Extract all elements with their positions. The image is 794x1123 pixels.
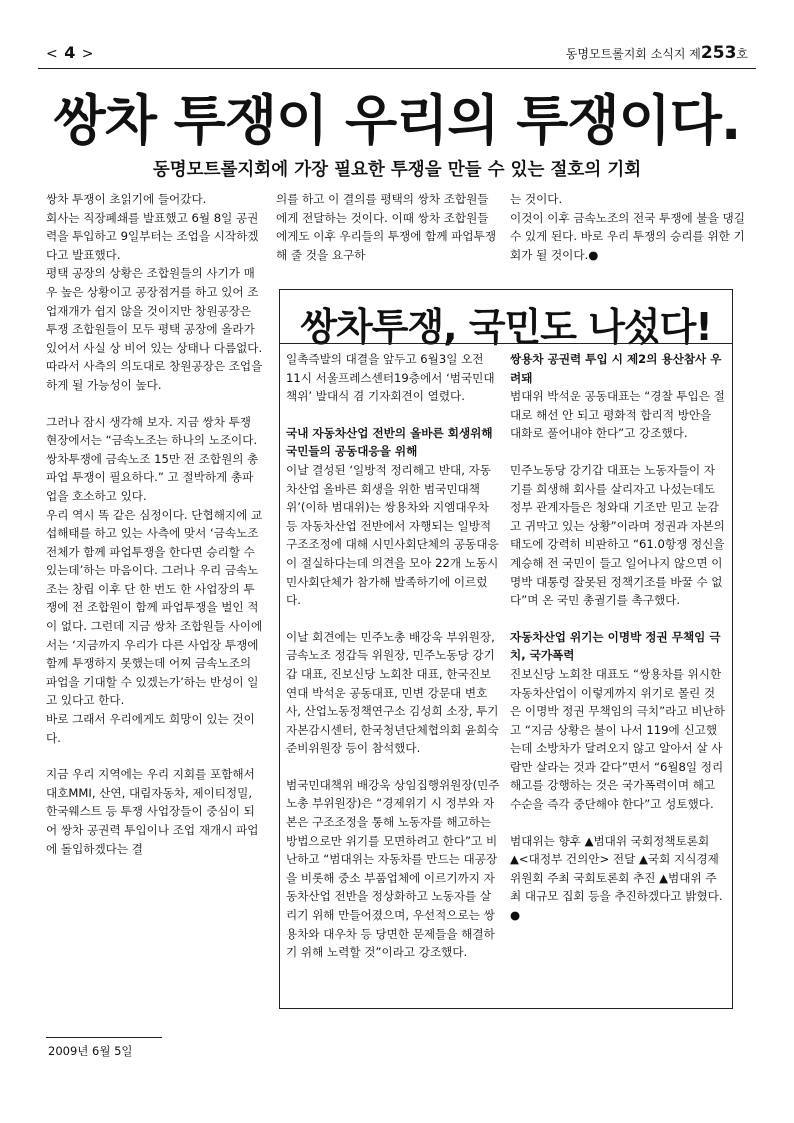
article-paragraph: 지금 우리 지역에는 우리 지회를 포함해서 대호MMI, 산연, 대림자동차, 제이티정밀, 한국웨스트 등 투쟁 사업장들이 중심이 되어 쌍차 공권력 투입이나 조업 재개시 파업에 돌입하겠다는 결: [46, 767, 259, 856]
box-paragraph: 범대위는 향후 ▲범대위 국회정책토론회 ▲<대정부 건의안> 전달 ▲국회 지식경제위원회 주최 국회토론회 추진 ▲범대위 주최 대규모 집회 등을 추진하겠다고 밝혔다. ●: [510, 833, 723, 923]
box-paragraph: 범대위 박석운 공동대표는 “경찰 투입은 절대로 해선 안 되고 평화적 합리적 방안을 대화로 풀어내야 한다”고 강조했다.: [510, 389, 725, 441]
article-paragraph: 회사는 직장폐쇄를 발표했고 6월 8일 공권력을 투입하고 9일부터는 조업을 시작하겠다고 발표했다.: [46, 210, 259, 262]
boxed-article-right-column: [510, 350, 726, 925]
article-paragraph: 그러나 잠시 생각해 보자. 지금 쌍차 투쟁 현장에서는 “금속노조는 하나의 노조이다. 쌍차투쟁에 금속노조 15만 전 조합원의 총파업 투쟁이 필요하다.” 고 절박하게 총파업을 호소하고 있다.: [46, 414, 259, 503]
issue-number: 253: [700, 43, 737, 63]
article-paragraph: 쌍차 투쟁이 초읽기에 들어갔다.: [46, 192, 207, 206]
page-number-open: <: [46, 46, 59, 62]
box-subheading: 국내 자동차산업 전반의 올바른 회생위해 국민들의 공동대응을 위해: [286, 425, 493, 459]
article-column-1: [46, 190, 264, 858]
page-number-value: 4: [64, 43, 77, 62]
issue-suffix: 호: [736, 47, 748, 61]
box-subheading: 자동차산업 위기는 이명박 정권 무책임 극치, 국가폭력: [510, 629, 721, 663]
article-paragraph: 의를 하고 이 결의를 평택의 쌍차 조합원들에게 전달하는 것이다. 이때 쌍차 조합원들에게도 이후 우리들의 투쟁에 함께 파업투쟁해 줄 것을 요구하: [276, 192, 497, 262]
box-paragraph: 범국민대책위 배강욱 상임집행위원장(민주노총 부위원장)은 “경제위기 시 정부와 자본은 구조조정을 통해 노동자를 해고하는 방법으로만 위기를 모면하려고 한다”고 비난하고 “범대위는 자동차를 만드는 대공장을 비롯해 중소 부품업체에 이르기까지 자동차산업 전반을 정상화하고 노동자를 살리기 위해 만들어졌으며, 우선적으로는 쌍용차와 대우차 등 당면한 문제들을 해결하기 위해 노력할 것”이라고 강조했다.: [286, 777, 500, 960]
article-paragraph: 바로 그래서 우리에게도 희망이 있는 것이다.: [46, 712, 255, 745]
header-rule: [38, 68, 756, 69]
article-paragraph: 는 것이다.: [510, 192, 563, 206]
boxed-article-divider: [279, 343, 733, 344]
page-number: [46, 43, 95, 62]
publication-name: 동명모트롤지회 소식지 제: [565, 47, 701, 61]
page-number-close: >: [81, 46, 95, 62]
box-paragraph: 민주노동당 강기갑 대표는 노동자들이 자기를 희생해 회사를 살리자고 나섰는데도 정부 관계자들은 청와대 기조만 믿고 눈감고 귀막고 있는 상황”이라며 정권과 자본의 태도에 강력히 비판하고 “61.0항쟁 정신을 계승해 전 국민이 들고 일어나지 않으면 이명박 대통령 잘못된 정책기조를 바꿀 수 없다”며 온 국민 총궐기를 촉구했다.: [510, 462, 725, 608]
article-paragraph: 평택 공장의 상황은 조합원들의 사기가 매우 높은 상황이고 공장점거를 하고 있어 조업재개가 쉽지 않을 것이지만 창원공장은 투쟁 조합원들이 모두 평택 공장에 올라가 있어서 사실 상 비어 있는 상태나 다름없다. 따라서 사측의 의도대로 창원공장은 조업을 하게 될 가능성이 높다.: [46, 266, 263, 392]
date-rule: [46, 1037, 162, 1038]
box-paragraph: 진보신당 노회찬 대표도 “쌍용차를 위시한 자동차산업이 이렇게까지 위기로 몰린 것은 이명박 정권 무책임의 극치”라고 비난하고 “지금 상황은 불이 나서 119에 신고했는데 소방차가 달려오지 않고 알아서 살 사람만 살라는 것과 같다”면서 “6월8일 정리해고를 강행하는 것은 국가폭력이며 해고 수순을 즉각 중단해야 한다”고 성토했다.: [510, 666, 725, 812]
box-paragraph: 일촉즉발의 대결을 앞두고 6월3일 오전 11시 서울프레스센터19층에서 ‘범국민대책위’ 발대식 겸 기자회견이 열렸다.: [286, 352, 495, 404]
article-column-3: [510, 190, 746, 264]
box-subheading: 쌍용차 공권력 투입 시 제2의 용산참사 우려돼: [510, 352, 722, 385]
issue-label: [566, 43, 748, 63]
box-paragraph: 이날 회견에는 민주노총 배강욱 부위원장, 금속노조 정갑득 위원장, 민주노동당 강기갑 대표, 진보신당 노회찬 대표, 한국진보연대 박석운 공동대표, 민변 강문대 변호사, 산업노동정책연구소 김성희 소장, 투기자본감시센터, 한국청년단체협의회 윤희숙 준비위원장 등이 참석했다.: [286, 629, 499, 756]
article-paragraph: 이것이 이후 금속노조의 전국 투쟁에 불을 댕길 수 있게 된다. 바로 우리 투쟁의 승리를 위한 기회가 될 것이다.●: [510, 210, 745, 262]
headline: 쌍차 투쟁이 우리의 투쟁이다.: [53, 89, 741, 152]
subheadline: 동명모트롤지회에 가장 필요한 투쟁을 만들 수 있는 절호의 기회: [152, 160, 642, 180]
boxed-article-left-column: [286, 350, 500, 962]
publication-date: 2009년 6월 5일: [48, 1044, 133, 1058]
article-column-2: [276, 190, 498, 264]
article-paragraph: 우리 역시 똑 같은 심정이다. 단협해지에 교섭해태를 하고 있는 사측에 맞서 ‘금속노조 전체가 함께 파업투쟁을 한다면 승리할 수 있는데’하는 마음이다. 그러나 우리 금속노조는 창립 이후 단 한 번도 한 사업장의 투쟁에 전 조합원이 함께 파업투쟁을 벌인 적이 없다. 그런데 지금 쌍차 조합원들 사이에서는 ‘지금까지 우리가 다른 사업장 투쟁에 함께 투쟁하지 못했는데 어찌 금속노조의 파업을 기대할 수 있겠는가’하는 반성이 일고 있다고 한다.: [46, 507, 263, 708]
box-paragraph: 이날 결성된 ‘일방적 정리해고 반대, 자동차산업 올바른 회생을 위한 범국민대책위’(이하 범대위)는 쌍용차와 지엠대우차 등 자동차산업 전반에서 자행되는 일방적 구조조정에 대해 시민사회단체의 공동대응이 절실하다는데 의견을 모아 22개 노동시민사회단체가 참가해 발족하기에 이르렀다.: [286, 462, 499, 608]
boxed-article-title: 쌍차투쟁, 국민도 나섰다!: [300, 305, 712, 349]
